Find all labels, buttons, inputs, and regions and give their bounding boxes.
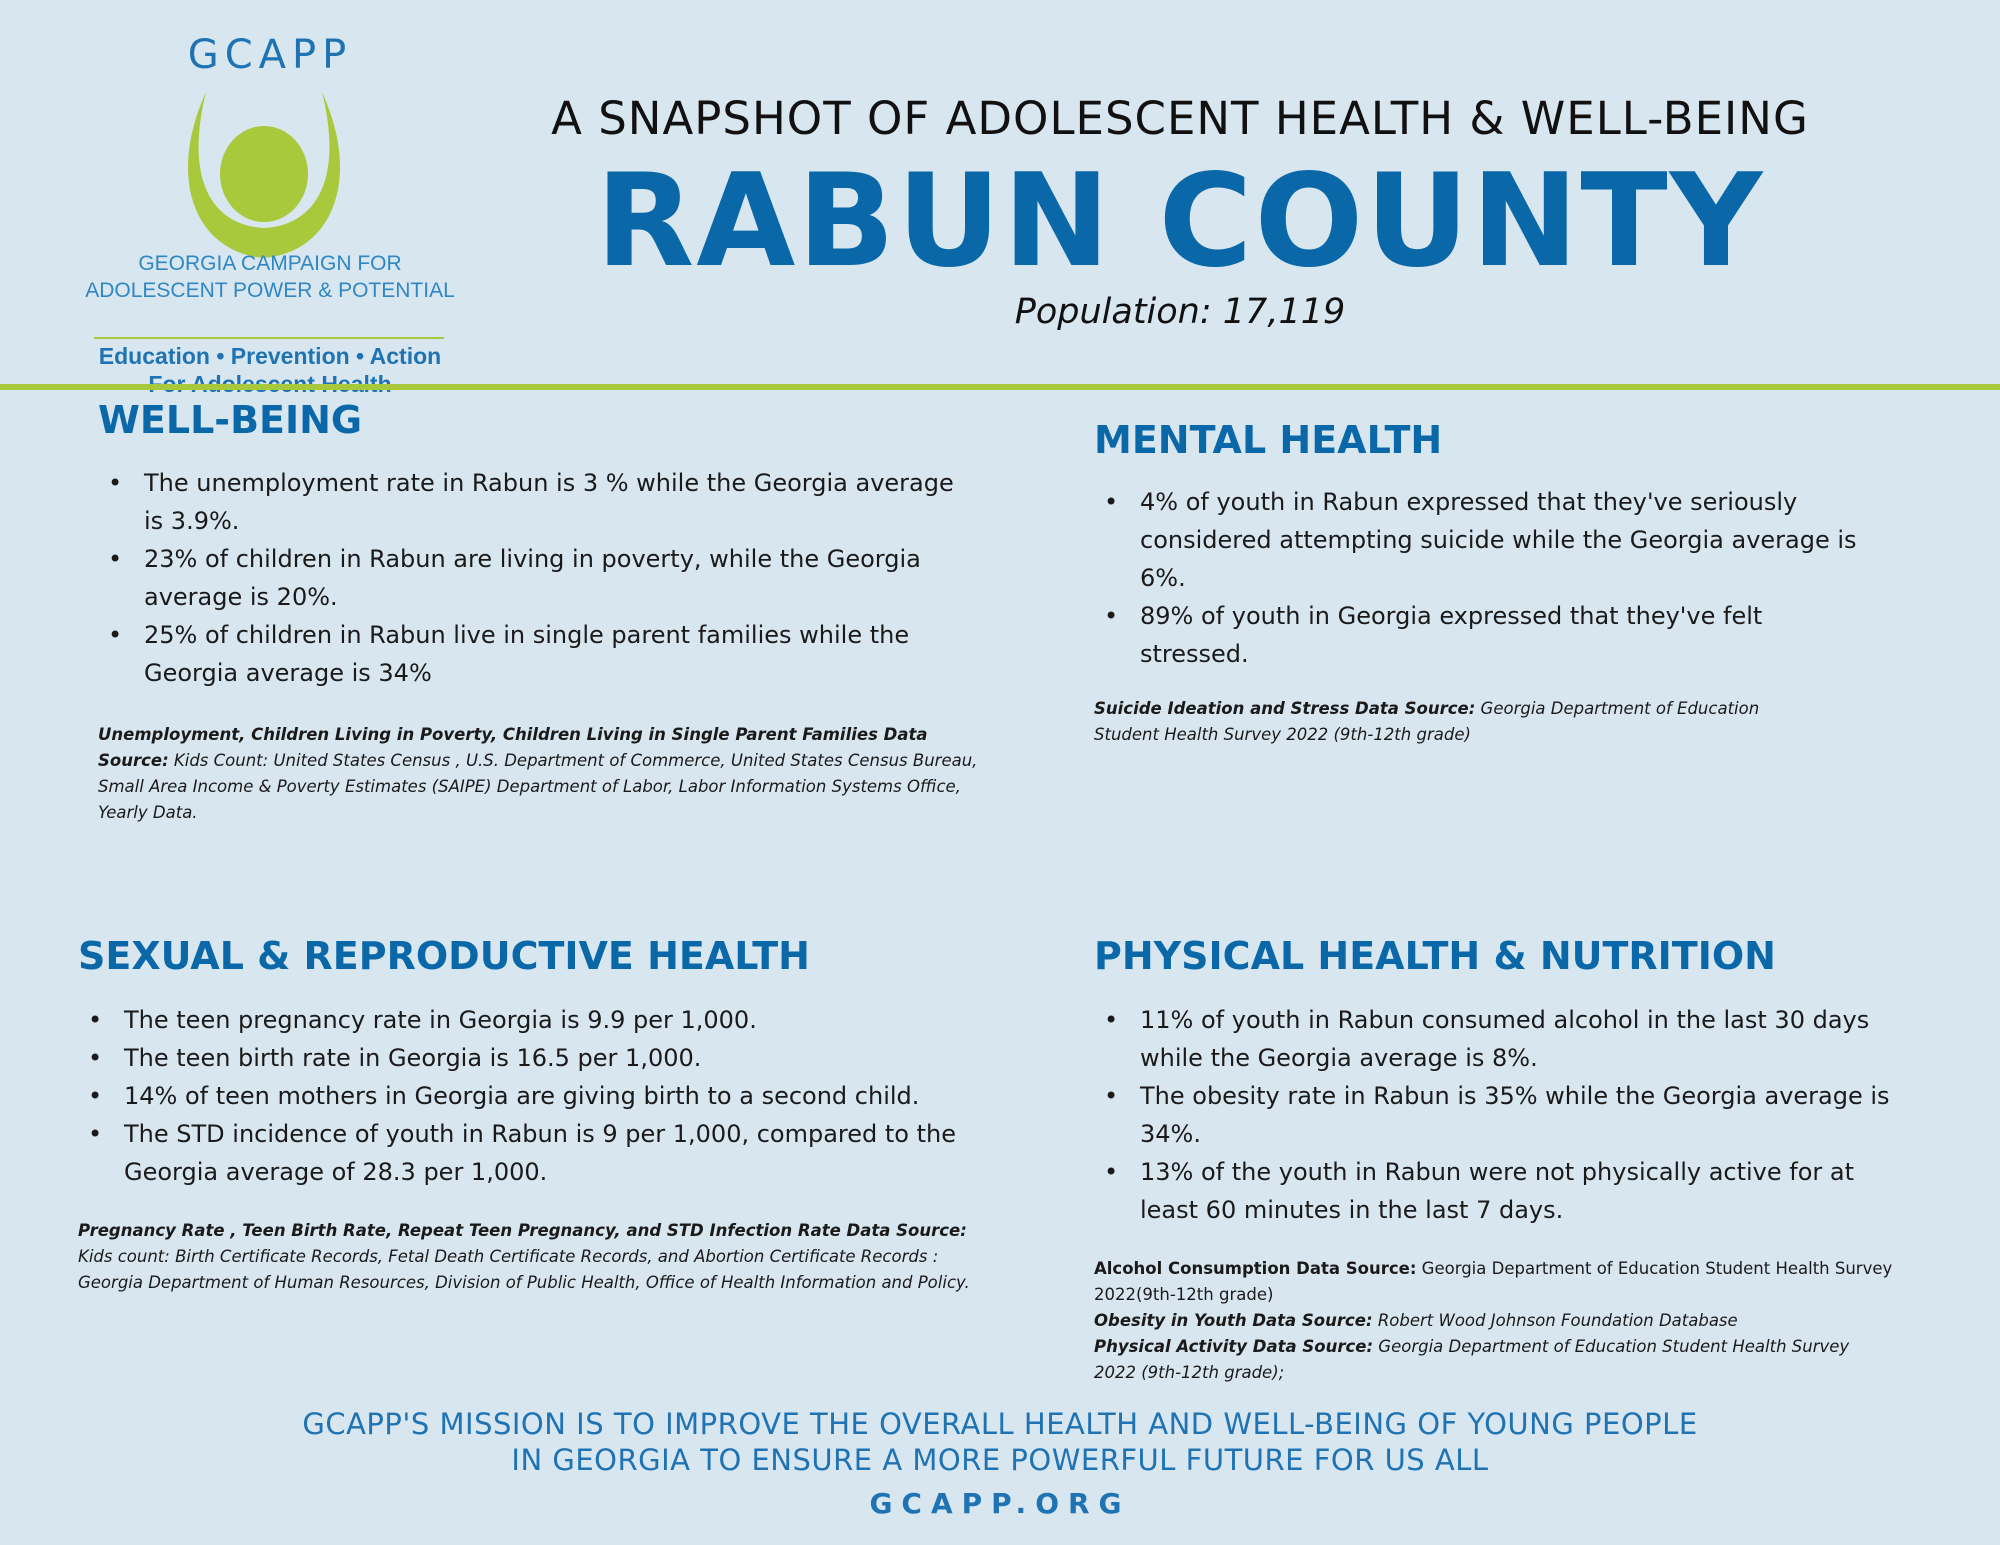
section-title-sexual-reproductive-health: SEXUAL & REPRODUCTIVE HEALTH: [78, 934, 810, 978]
alcohol-source: [1094, 1256, 1894, 1308]
source-label: Suicide Ideation and Stress Data Source:: [1094, 699, 1476, 718]
list-item: • 25% of children in Rabun live in single parent families while the Georgia average is 34%: [98, 616, 978, 692]
website-link[interactable]: GCAPP.ORG: [869, 1487, 1131, 1520]
source-label: Physical Activity Data Source:: [1094, 1337, 1374, 1356]
source-label: Pregnancy Rate , Teen Birth Rate, Repeat Teen Pregnancy, and STD Infection Rate Data Source:: [78, 1221, 967, 1240]
sexual-health-list: [78, 1001, 978, 1191]
sexual-health-source: [78, 1218, 978, 1296]
section-title-mental-health: MENTAL HEALTH: [1094, 418, 1443, 462]
list-item: • The unemployment rate in Rabun is 3 % while the Georgia average is 3.9%.: [98, 464, 978, 540]
logo-underline: [94, 337, 444, 339]
list-item: • The teen pregnancy rate in Georgia is 9.9 per 1,000.: [78, 1001, 978, 1039]
header-divider: [0, 384, 2000, 390]
section-title-well-being: WELL-BEING: [98, 398, 363, 442]
logo-organization-name: [60, 250, 480, 304]
page-subtitle: A SNAPSHOT OF ADOLESCENT HEALTH & WELL-BEING: [551, 92, 1809, 145]
logo-wordmark: GCAPP: [187, 32, 353, 78]
source-label: Obesity in Youth Data Source:: [1094, 1311, 1373, 1330]
source-text: Robert Wood Johnson Foundation Database: [1372, 1311, 1738, 1330]
list-item: • The teen birth rate in Georgia is 16.5 per 1,000.: [78, 1039, 978, 1077]
mission-line-1: GCAPP'S MISSION IS TO IMPROVE THE OVERALL HEALTH AND WELL-BEING OF YOUNG PEOPLE: [302, 1407, 1698, 1441]
physical-activity-source: [1094, 1334, 1894, 1386]
mental-health-source: [1094, 696, 1814, 748]
physical-health-list: [1094, 1001, 1914, 1229]
mission-statement: [100, 1406, 1900, 1478]
source-text: Georgia Department of Education Student Health Survey 2022(9th-12th grade): [1094, 1259, 1893, 1304]
physical-health-sources: [1094, 1256, 1894, 1386]
mission-line-2: IN GEORGIA TO ENSURE A MORE POWERFUL FUTURE FOR US ALL: [511, 1443, 1489, 1477]
list-item: • 14% of teen mothers in Georgia are giving birth to a second child.: [78, 1077, 978, 1115]
source-text: Georgia Department of Education Student Health Survey 2022 (9th-12th grade): [1094, 699, 1760, 744]
source-text: Georgia Department of Education Student Health Survey 2022 (9th-12th grade);: [1094, 1337, 1850, 1382]
source-label: Alcohol Consumption Data Source:: [1094, 1259, 1417, 1278]
logo-org-line-1: GEORGIA CAMPAIGN FOR: [138, 252, 402, 275]
source-text: Kids count: Birth Certificate Records, Fetal Death Certificate Records, and Abortion Certificate Records : Georgia Department of Human Resources, Division of Public Health, Office of Health Information and Policy.: [78, 1247, 970, 1292]
population-label: Population: 17,119: [1014, 292, 1346, 332]
source-text: Kids Count: United States Census , U.S. Department of Commerce, United States Census Bureau, Small Area Income & Poverty Estimates (SAIPE) Department of Labor, Labor Information Systems Office, Yearly Data.: [98, 751, 978, 822]
well-being-source: [98, 722, 978, 826]
list-item: • The obesity rate in Rabun is 35% while the Georgia average is 34%.: [1094, 1077, 1914, 1153]
gcapp-logo-figure-icon: [88, 30, 448, 370]
obesity-source: [1094, 1308, 1894, 1334]
logo-org-line-2: ADOLESCENT POWER & POTENTIAL: [85, 279, 455, 302]
section-title-physical-health-nutrition: PHYSICAL HEALTH & NUTRITION: [1094, 934, 1776, 978]
list-item: • The STD incidence of youth in Rabun is 9 per 1,000, compared to the Georgia average of 28.3 per 1,000.: [78, 1115, 978, 1191]
mental-health-list: [1094, 483, 1874, 673]
logo-tagline-line-1: Education • Prevention • Action: [98, 343, 442, 369]
source-label: Unemployment, Children Living in Poverty, Children Living in Single Parent Families Data Source:: [98, 725, 928, 770]
list-item: • 89% of youth in Georgia expressed that they've felt stressed.: [1094, 597, 1874, 673]
well-being-list: [98, 464, 978, 692]
list-item: • 4% of youth in Rabun expressed that they've seriously considered attempting suicide while the Georgia average is 6%.: [1094, 483, 1874, 597]
list-item: • 23% of children in Rabun are living in poverty, while the Georgia average is 20%.: [98, 540, 978, 616]
list-item: • 11% of youth in Rabun consumed alcohol in the last 30 days while the Georgia average is 8%.: [1094, 1001, 1914, 1077]
list-item: • 13% of the youth in Rabun were not physically active for at least 60 minutes in the last 7 days.: [1094, 1153, 1914, 1229]
page-title: RABUN COUNTY: [595, 147, 1765, 296]
